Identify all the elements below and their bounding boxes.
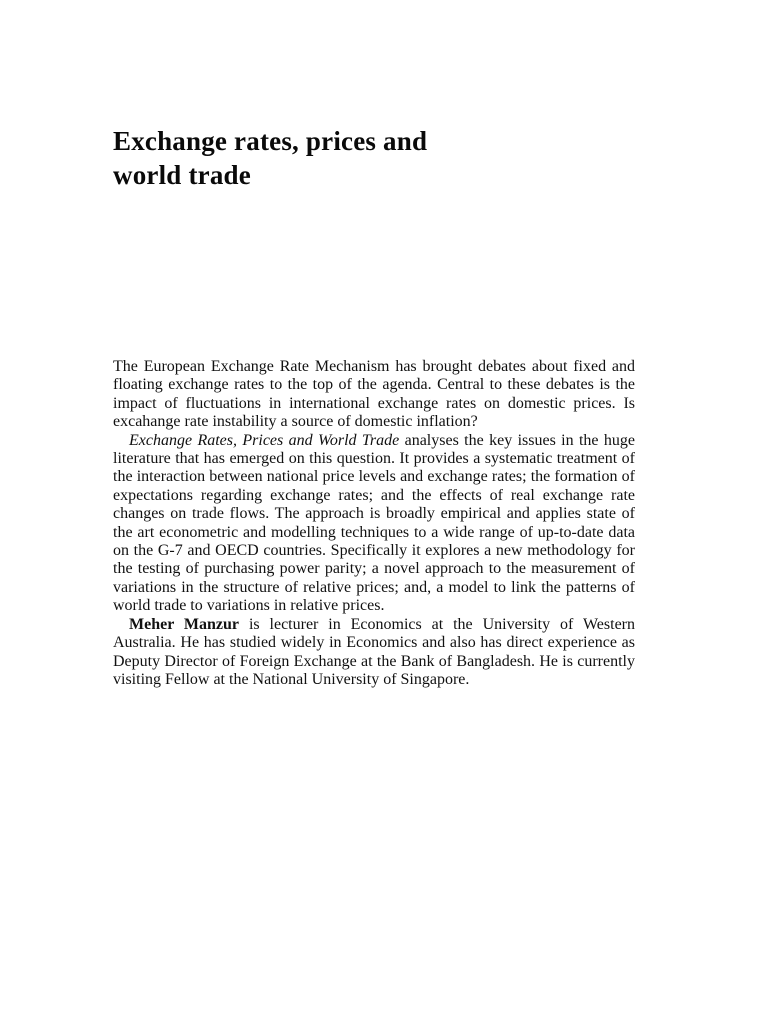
description-paragraph-2 — [113, 432, 635, 616]
book-title — [113, 124, 573, 192]
book-title-line-2: world trade — [113, 160, 251, 190]
book-title-reference: Exchange Rates, Prices and World Trade — [129, 431, 400, 449]
description-paragraph-2-text: analyses the key issues in the huge literature that has emerged on this question. It provides a systematic treatment of the interaction between national price levels and exchange rates; the formation of expectations regarding exchange rates; and the effects of real exchange rate changes on trade flows. The approach is broadly empirical and applies state of the art econometric and modelling techniques to a wide range of up-to-date data on the G-7 and OECD countries. Specifically it explores a new methodology for the testing of purchasing power parity; a novel approach to the measurement of variations in the structure of relative prices; and, a model to link the patterns of world trade to variations in relative prices. — [113, 431, 636, 615]
author-name: Meher Manzur — [129, 615, 240, 633]
author-bio-text: is lecturer in Economics at the University of Western Australia. He has studied widely in Economics and also has direct experience as Deputy Director of Foreign Exchange at the Bank of Bangladesh. He is currently visiting Fellow at the National University of Singapore. — [113, 615, 635, 688]
description-paragraph-1: The European Exchange Rate Mechanism has brought debates about fixed and floating exchange rates to the top of the agenda. Central to these debates is the impact of fluctuations in international exchange rates on domestic prices. Is excahange rate instability a source of domestic inflation? — [113, 358, 635, 431]
book-description — [113, 358, 635, 689]
book-title-line-1: Exchange rates, prices and — [113, 126, 428, 156]
author-bio — [113, 616, 635, 690]
